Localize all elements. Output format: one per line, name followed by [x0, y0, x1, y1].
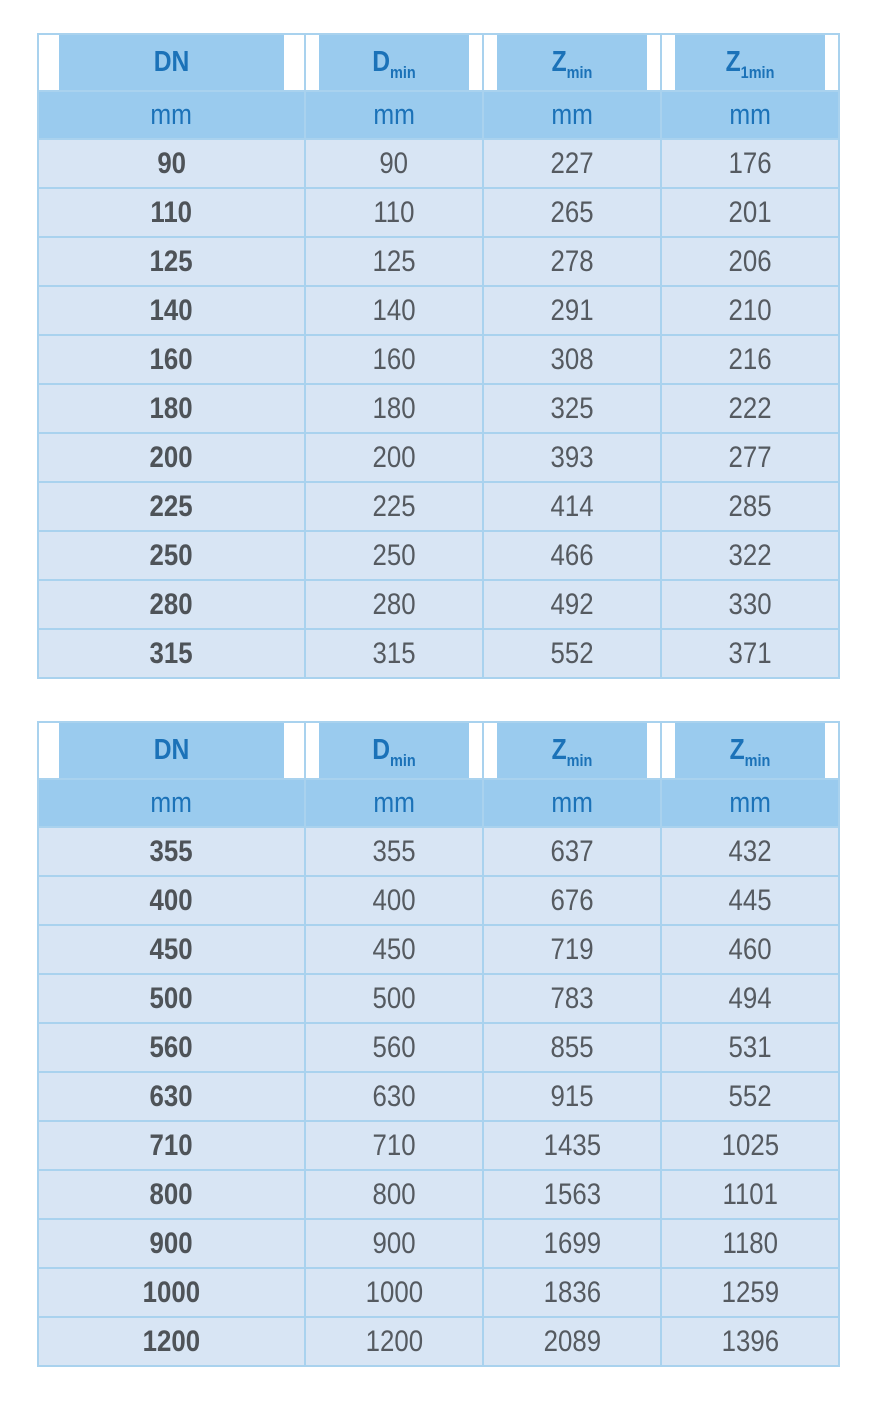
header-subscript: 1min [740, 62, 775, 82]
cell-value: 110 [150, 195, 193, 229]
cell-value: 445 [728, 883, 772, 917]
cell-value: 210 [728, 293, 772, 327]
cell-value: 308 [550, 342, 594, 376]
table-row [38, 139, 839, 188]
cell-value: 630 [372, 1079, 416, 1113]
cell-value: 494 [728, 981, 772, 1015]
cell-z1-min [661, 188, 839, 237]
table-row [38, 1121, 839, 1170]
cell-dn [38, 1219, 305, 1268]
cell-z-min [483, 1317, 661, 1366]
cell-value: 285 [728, 489, 772, 523]
cell-d-min [305, 188, 483, 237]
cell-d-min [305, 384, 483, 433]
cell-z1-min [661, 482, 839, 531]
cell-value: 140 [149, 293, 194, 327]
cell-z-min [483, 1170, 661, 1219]
cell-d-min [305, 580, 483, 629]
dimension-table-upper [37, 33, 840, 679]
cell-dn [38, 827, 305, 876]
column-header-d-min [318, 722, 469, 779]
table-row [38, 237, 839, 286]
cell-z-min [483, 925, 661, 974]
unit-label: mm [373, 98, 415, 131]
cell-z1-min [661, 384, 839, 433]
cell-value: 160 [149, 342, 194, 376]
unit-cell-d-min [305, 779, 483, 827]
cell-value: 250 [372, 538, 416, 572]
column-header-d-min [318, 34, 469, 91]
column-header-z-min [496, 34, 647, 91]
cell-z-min [483, 1072, 661, 1121]
cell-value: 500 [372, 981, 416, 1015]
cell-value: 265 [550, 195, 594, 229]
cell-d-min [305, 335, 483, 384]
table-row [38, 286, 839, 335]
cell-value: 355 [372, 834, 416, 868]
units-row [38, 91, 839, 139]
cell-value: 466 [550, 538, 594, 572]
header-row [38, 722, 839, 779]
cell-z-min [483, 188, 661, 237]
table-row [38, 335, 839, 384]
cell-d-min [305, 531, 483, 580]
table-row [38, 925, 839, 974]
cell-value: 492 [550, 587, 594, 621]
cell-value: 90 [157, 146, 186, 180]
cell-dn [38, 433, 305, 482]
cell-z1-min [661, 1023, 839, 1072]
header-subscript: min [390, 62, 416, 82]
cell-dn [38, 1072, 305, 1121]
cell-value: 552 [550, 636, 594, 670]
unit-cell-dn [38, 779, 305, 827]
table-row [38, 827, 839, 876]
column-header-dn [58, 722, 285, 779]
cell-value: 1101 [722, 1177, 778, 1211]
cell-value: 400 [372, 883, 416, 917]
cell-value: 531 [728, 1030, 772, 1064]
cell-value: 915 [550, 1079, 594, 1113]
cell-value: 800 [149, 1177, 194, 1211]
cell-value: 280 [149, 587, 194, 621]
cell-z-min [483, 433, 661, 482]
cell-d-min [305, 629, 483, 678]
header-row [38, 34, 839, 91]
cell-z-min [483, 1121, 661, 1170]
header-symbol: Z [729, 734, 745, 766]
cell-value: 676 [550, 883, 594, 917]
cell-z-min [483, 531, 661, 580]
cell-value: 315 [149, 636, 194, 670]
unit-label: mm [150, 786, 193, 819]
cell-value: 315 [372, 636, 416, 670]
cell-z1-min [661, 1072, 839, 1121]
cell-dn [38, 1268, 305, 1317]
cell-d-min [305, 482, 483, 531]
cell-value: 1180 [722, 1226, 778, 1260]
cell-value: 125 [372, 244, 416, 278]
cell-value: 280 [372, 587, 416, 621]
cell-value: 710 [372, 1128, 416, 1162]
cell-dn [38, 237, 305, 286]
unit-label: mm [373, 786, 415, 819]
cell-value: 1435 [543, 1128, 601, 1162]
cell-z-min [483, 384, 661, 433]
cell-value: 330 [728, 587, 772, 621]
cell-value: 560 [372, 1030, 416, 1064]
cell-d-min [305, 827, 483, 876]
cell-dn [38, 335, 305, 384]
cell-value: 450 [372, 932, 416, 966]
cell-value: 225 [372, 489, 416, 523]
cell-value: 227 [550, 146, 594, 180]
cell-value: 1025 [721, 1128, 779, 1162]
unit-label: mm [150, 98, 193, 131]
cell-z1-min [661, 974, 839, 1023]
units-row [38, 779, 839, 827]
cell-z-min [483, 139, 661, 188]
cell-z1-min [661, 237, 839, 286]
cell-z1-min [661, 335, 839, 384]
cell-dn [38, 974, 305, 1023]
cell-value: 900 [149, 1226, 194, 1260]
table-row [38, 482, 839, 531]
cell-z-min [483, 237, 661, 286]
cell-value: 176 [728, 146, 772, 180]
cell-dn [38, 188, 305, 237]
cell-value: 1396 [721, 1324, 779, 1358]
cell-value: 110 [373, 195, 415, 229]
cell-dn [38, 139, 305, 188]
cell-d-min [305, 1268, 483, 1317]
cell-z1-min [661, 580, 839, 629]
column-header-z-min [496, 722, 647, 779]
table-body [38, 827, 839, 1366]
cell-value: 201 [728, 195, 772, 229]
cell-dn [38, 925, 305, 974]
table-row [38, 629, 839, 678]
cell-dn [38, 876, 305, 925]
cell-d-min [305, 925, 483, 974]
cell-value: 2089 [543, 1324, 601, 1358]
header-symbol: DN [153, 46, 190, 78]
cell-value: 400 [149, 883, 194, 917]
table-row [38, 384, 839, 433]
column-header-dn [58, 34, 285, 91]
cell-z-min [483, 286, 661, 335]
table-row [38, 1170, 839, 1219]
cell-value: 222 [728, 391, 772, 425]
header-symbol: D [372, 46, 391, 78]
table-row [38, 433, 839, 482]
cell-z1-min [661, 286, 839, 335]
cell-z1-min [661, 876, 839, 925]
table-header [38, 34, 839, 139]
cell-z1-min [661, 1317, 839, 1366]
cell-value: 322 [728, 538, 772, 572]
unit-cell-z1-min [661, 779, 839, 827]
cell-value: 160 [372, 342, 416, 376]
table-row [38, 974, 839, 1023]
unit-label: mm [551, 98, 593, 131]
unit-label: mm [729, 786, 771, 819]
cell-z1-min [661, 1268, 839, 1317]
table-row [38, 1072, 839, 1121]
cell-value: 450 [149, 932, 194, 966]
table-row [38, 580, 839, 629]
cell-value: 180 [372, 391, 416, 425]
unit-label: mm [729, 98, 771, 131]
cell-value: 1259 [721, 1275, 779, 1309]
header-symbol: Z [725, 46, 741, 78]
cell-value: 1563 [543, 1177, 601, 1211]
cell-value: 277 [728, 440, 772, 474]
cell-d-min [305, 1072, 483, 1121]
cell-value: 325 [550, 391, 594, 425]
unit-cell-dn [38, 91, 305, 139]
cell-value: 900 [372, 1226, 416, 1260]
table-row [38, 876, 839, 925]
cell-value: 1200 [142, 1324, 201, 1358]
table-row [38, 188, 839, 237]
cell-z-min [483, 1219, 661, 1268]
header-subscript: min [566, 62, 593, 82]
cell-z1-min [661, 531, 839, 580]
table-row [38, 1219, 839, 1268]
cell-dn [38, 482, 305, 531]
cell-z-min [483, 580, 661, 629]
column-header-z1-min [674, 34, 825, 91]
cell-dn [38, 531, 305, 580]
cell-z1-min [661, 433, 839, 482]
cell-value: 552 [728, 1079, 772, 1113]
cell-z-min [483, 974, 661, 1023]
column-header-z1-min [674, 722, 825, 779]
unit-cell-z-min [483, 91, 661, 139]
cell-value: 460 [728, 932, 772, 966]
cell-z1-min [661, 1170, 839, 1219]
cell-d-min [305, 876, 483, 925]
cell-z-min [483, 876, 661, 925]
table-row [38, 1268, 839, 1317]
cell-z-min [483, 482, 661, 531]
cell-d-min [305, 237, 483, 286]
header-symbol: D [372, 734, 391, 766]
header-subscript: min [390, 750, 416, 770]
cell-d-min [305, 1219, 483, 1268]
cell-value: 180 [149, 391, 194, 425]
cell-value: 206 [728, 244, 772, 278]
cell-z1-min [661, 1219, 839, 1268]
header-symbol: Z [551, 46, 567, 78]
table-row [38, 1023, 839, 1072]
cell-z-min [483, 1023, 661, 1072]
cell-value: 216 [728, 342, 772, 376]
cell-value: 393 [550, 440, 594, 474]
cell-value: 414 [550, 489, 594, 523]
cell-d-min [305, 1023, 483, 1072]
cell-value: 500 [149, 981, 194, 1015]
header-symbol: Z [551, 734, 567, 766]
cell-value: 90 [379, 146, 409, 180]
cell-value: 200 [149, 440, 194, 474]
cell-z1-min [661, 1121, 839, 1170]
cell-dn [38, 1170, 305, 1219]
cell-dn [38, 629, 305, 678]
cell-z1-min [661, 629, 839, 678]
cell-value: 200 [372, 440, 416, 474]
cell-d-min [305, 974, 483, 1023]
cell-value: 1836 [543, 1275, 601, 1309]
cell-value: 1699 [543, 1226, 601, 1260]
cell-dn [38, 1121, 305, 1170]
unit-cell-z1-min [661, 91, 839, 139]
cell-value: 371 [728, 636, 772, 670]
header-symbol: DN [153, 734, 190, 766]
unit-cell-d-min [305, 91, 483, 139]
cell-value: 1000 [365, 1275, 423, 1309]
cell-value: 355 [149, 834, 194, 868]
cell-d-min [305, 139, 483, 188]
unit-cell-z-min [483, 779, 661, 827]
cell-value: 710 [149, 1128, 194, 1162]
cell-value: 291 [550, 293, 594, 327]
cell-value: 637 [550, 834, 594, 868]
dimension-table-lower [37, 721, 840, 1367]
header-subscript: min [744, 750, 771, 770]
cell-value: 855 [550, 1030, 594, 1064]
cell-d-min [305, 286, 483, 335]
cell-z-min [483, 629, 661, 678]
table-body [38, 139, 839, 678]
unit-label: mm [551, 786, 593, 819]
cell-d-min [305, 1170, 483, 1219]
cell-value: 278 [550, 244, 594, 278]
cell-value: 1200 [365, 1324, 423, 1358]
cell-dn [38, 580, 305, 629]
cell-value: 432 [728, 834, 772, 868]
table-header [38, 722, 839, 827]
cell-value: 225 [149, 489, 194, 523]
cell-value: 783 [550, 981, 594, 1015]
cell-d-min [305, 433, 483, 482]
cell-z-min [483, 827, 661, 876]
cell-value: 140 [372, 293, 416, 327]
cell-d-min [305, 1317, 483, 1366]
cell-z-min [483, 1268, 661, 1317]
cell-z1-min [661, 827, 839, 876]
cell-value: 125 [149, 244, 194, 278]
table-row [38, 1317, 839, 1366]
header-subscript: min [566, 750, 593, 770]
cell-value: 719 [550, 932, 594, 966]
cell-z-min [483, 335, 661, 384]
cell-value: 630 [149, 1079, 194, 1113]
cell-z1-min [661, 925, 839, 974]
cell-dn [38, 286, 305, 335]
table-row [38, 531, 839, 580]
cell-z1-min [661, 139, 839, 188]
cell-d-min [305, 1121, 483, 1170]
cell-value: 250 [149, 538, 194, 572]
cell-dn [38, 384, 305, 433]
cell-value: 560 [149, 1030, 194, 1064]
cell-dn [38, 1317, 305, 1366]
cell-value: 1000 [142, 1275, 201, 1309]
cell-dn [38, 1023, 305, 1072]
cell-value: 800 [372, 1177, 416, 1211]
